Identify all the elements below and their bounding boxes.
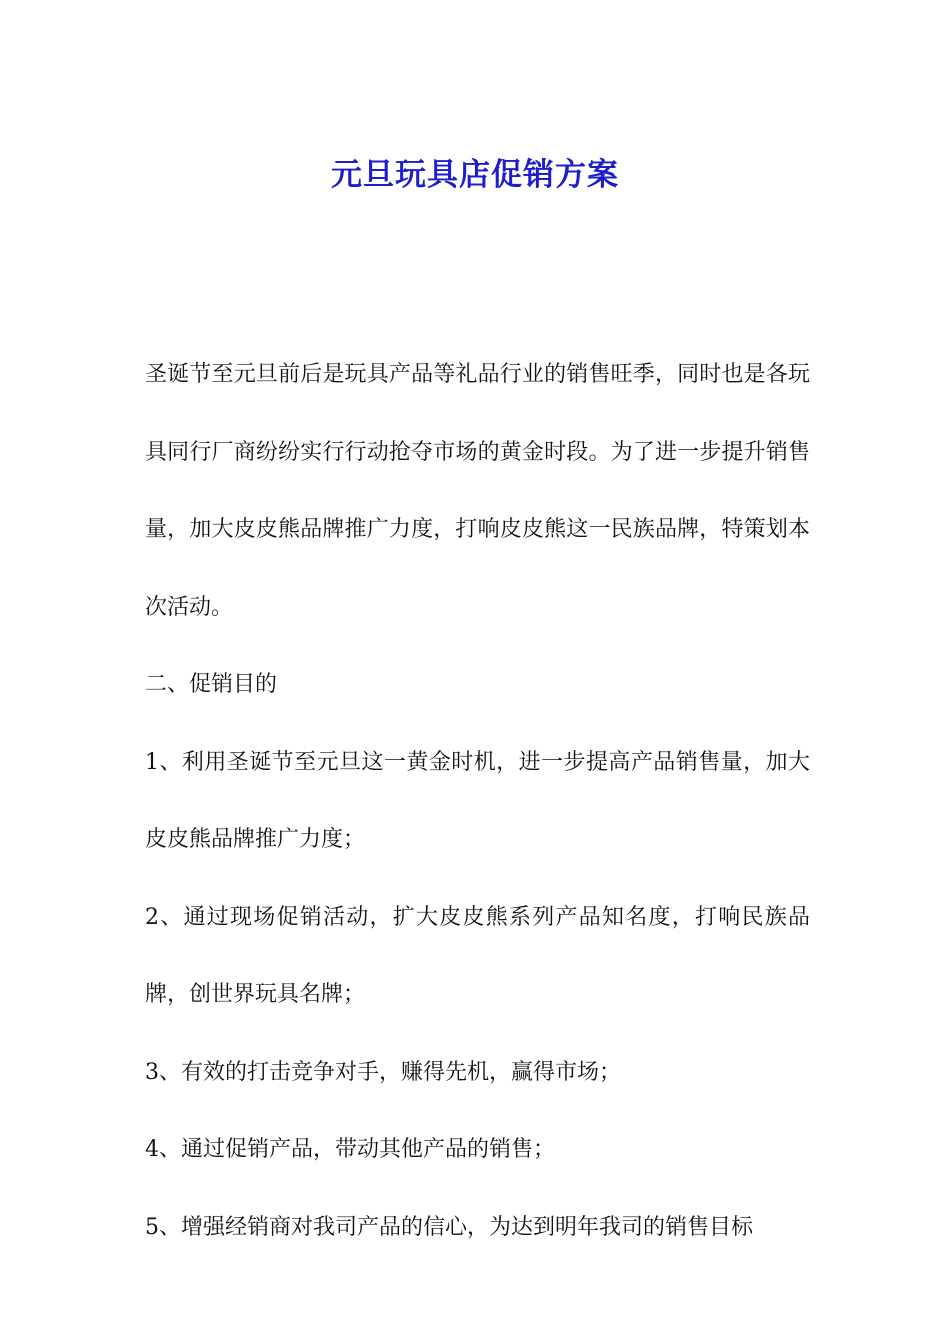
paragraph-intro: 圣诞节至元旦前后是玩具产品等礼品行业的销售旺季，同时也是各玩具同行厂商纷纷实行行动抢夺市场的黄金时段。为了进一步提升销售量，加大皮皮熊品牌推广力度，打响皮皮熊这一民族品牌，特策划本次活动。 bbox=[145, 362, 810, 620]
list-item: 3、有效的打击竞争对手，赚得先机，赢得市场； bbox=[145, 1059, 621, 1085]
document-body bbox=[145, 336, 810, 1266]
list-item: 4、通过促销产品，带动其他产品的销售； bbox=[145, 1137, 555, 1162]
document-title: 元旦玩具店促销方案 bbox=[331, 156, 619, 193]
section-heading-promotion-purpose: 二、促销目的 bbox=[145, 672, 278, 697]
list-item: 5、增强经销商对我司产品的信心，为达到明年我司的销售目标 bbox=[145, 1214, 753, 1240]
list-item: 2、通过现场促销活动，扩大皮皮熊系列产品知名度，打响民族品牌，创世界玩具名牌； bbox=[145, 904, 810, 1007]
list-item: 1、利用圣诞节至元旦这一黄金时机，进一步提高产品销售量，加大皮皮熊品牌推广力度； bbox=[145, 749, 810, 852]
